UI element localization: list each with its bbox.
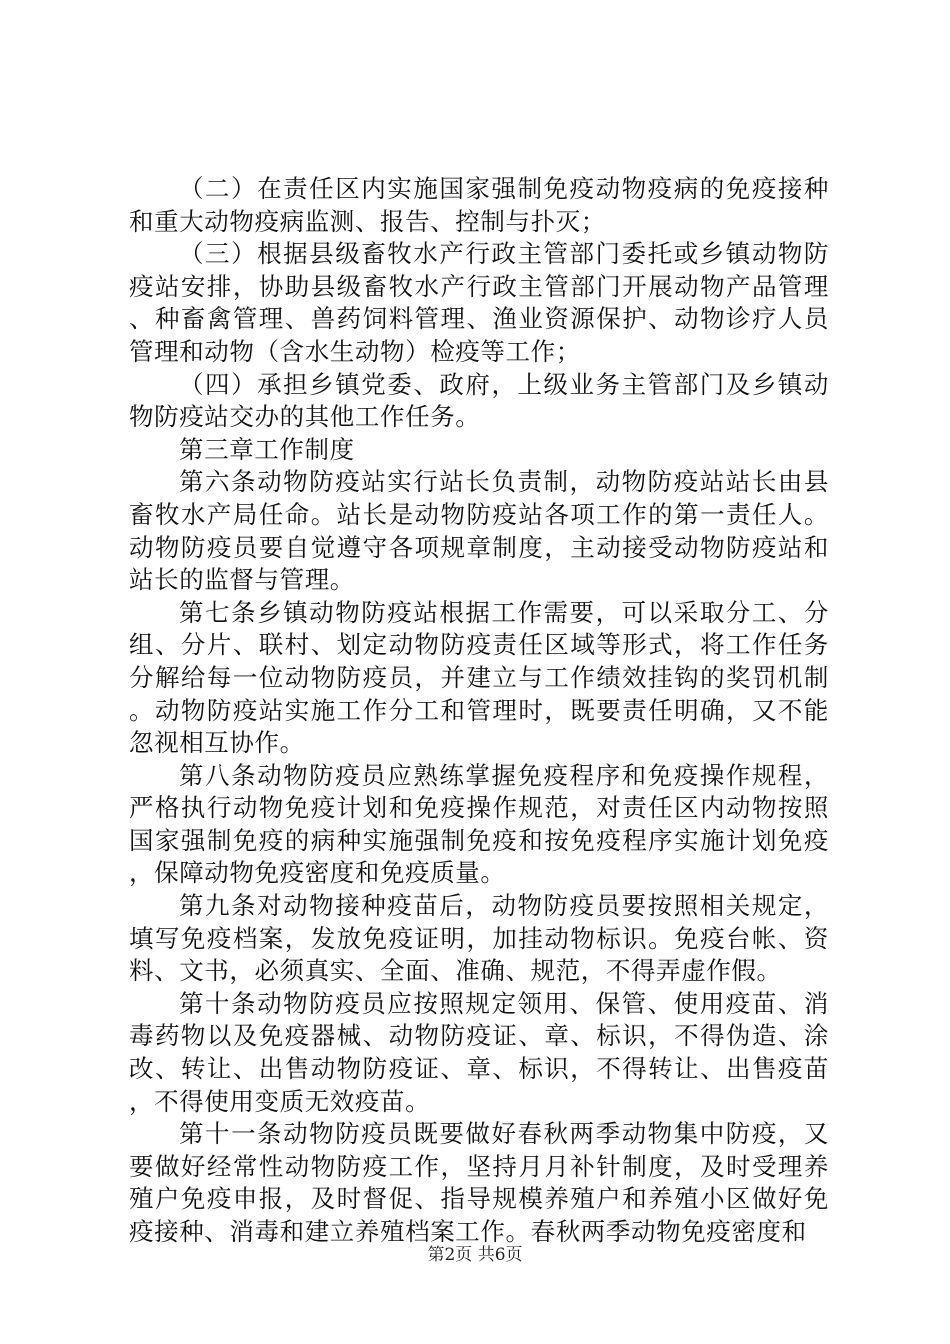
article-10: 第十条动物防疫员应按照规定领用、保管、使用疫苗、消毒药物以及免疫器械、动物防疫证、章、标识，不得伪造、涂改、转让、出售动物防疫证、章、标识，不得转让、出售疫苗，不得使用变质无效疫苗。 xyxy=(129,988,829,1116)
article-6: 第六条动物防疫站实行站长负责制，动物防疫站站长由县畜牧水产局任命。站长是动物防疫站各项工作的第一责任人。动物防疫员要自觉遵守各项规章制度，主动接受动物防疫站和站长的监督与管理。 xyxy=(129,467,829,595)
document-body xyxy=(129,173,829,1249)
page-number-footer: 第2页 共6页 xyxy=(427,1245,523,1265)
article-9: 第九条对动物接种疫苗后，动物防疫员要按照相关规定，填写免疫档案，发放免疫证明，加挂动物标识。免疫台帐、资料、文书，必须真实、全面、准确、规范，不得弄虚作假。 xyxy=(129,891,829,986)
chapter-heading: 第三章工作制度 xyxy=(179,434,355,464)
paragraph-item-4: （四）承担乡镇党委、政府，上级业务主管部门及乡镇动物防疫站交办的其他工作任务。 xyxy=(129,369,829,432)
paragraph-item-2: （二）在责任区内实施国家强制免疫动物疫病的免疫接种和重大动物疫病监测、报告、控制与扑灭； xyxy=(129,174,829,236)
article-7: 第七条乡镇动物防疫站根据工作需要，可以采取分工、分组、分片、联村、划定动物防疫责任区域等形式，将工作任务分解给每一位动物防疫员，并建立与工作绩效挂钩的奖罚机制。动物防疫站实施工作分工和管理时，既要责任明确，又不能忽视相互协作。 xyxy=(129,597,829,758)
article-8: 第八条动物防疫员应熟练掌握免疫程序和免疫操作规程，严格执行动物免疫计划和免疫操作规范，对责任区内动物按照国家强制免疫的病种实施强制免疫和按免疫程序实施计划免疫，保障动物免疫密度和免疫质量。 xyxy=(129,760,829,888)
article-11: 第十一条动物防疫员既要做好春秋两季动物集中防疫，又要做好经常性动物防疫工作，坚持月月补针制度，及时受理养殖户免疫申报，及时督促、指导规模养殖户和养殖小区做好免疫接种、消毒和建立养殖档案工作。春秋两季动物免疫密度和 xyxy=(129,1119,829,1246)
paragraph-item-3: （三）根据县级畜牧水产行政主管部门委托或乡镇动物防疫站安排，协助县级畜牧水产行政主管部门开展动物产品管理、种畜禽管理、兽药饲料管理、渔业资源保护、动物诊疗人员管理和动物（含水生动物）检疫等工作； xyxy=(129,239,829,366)
